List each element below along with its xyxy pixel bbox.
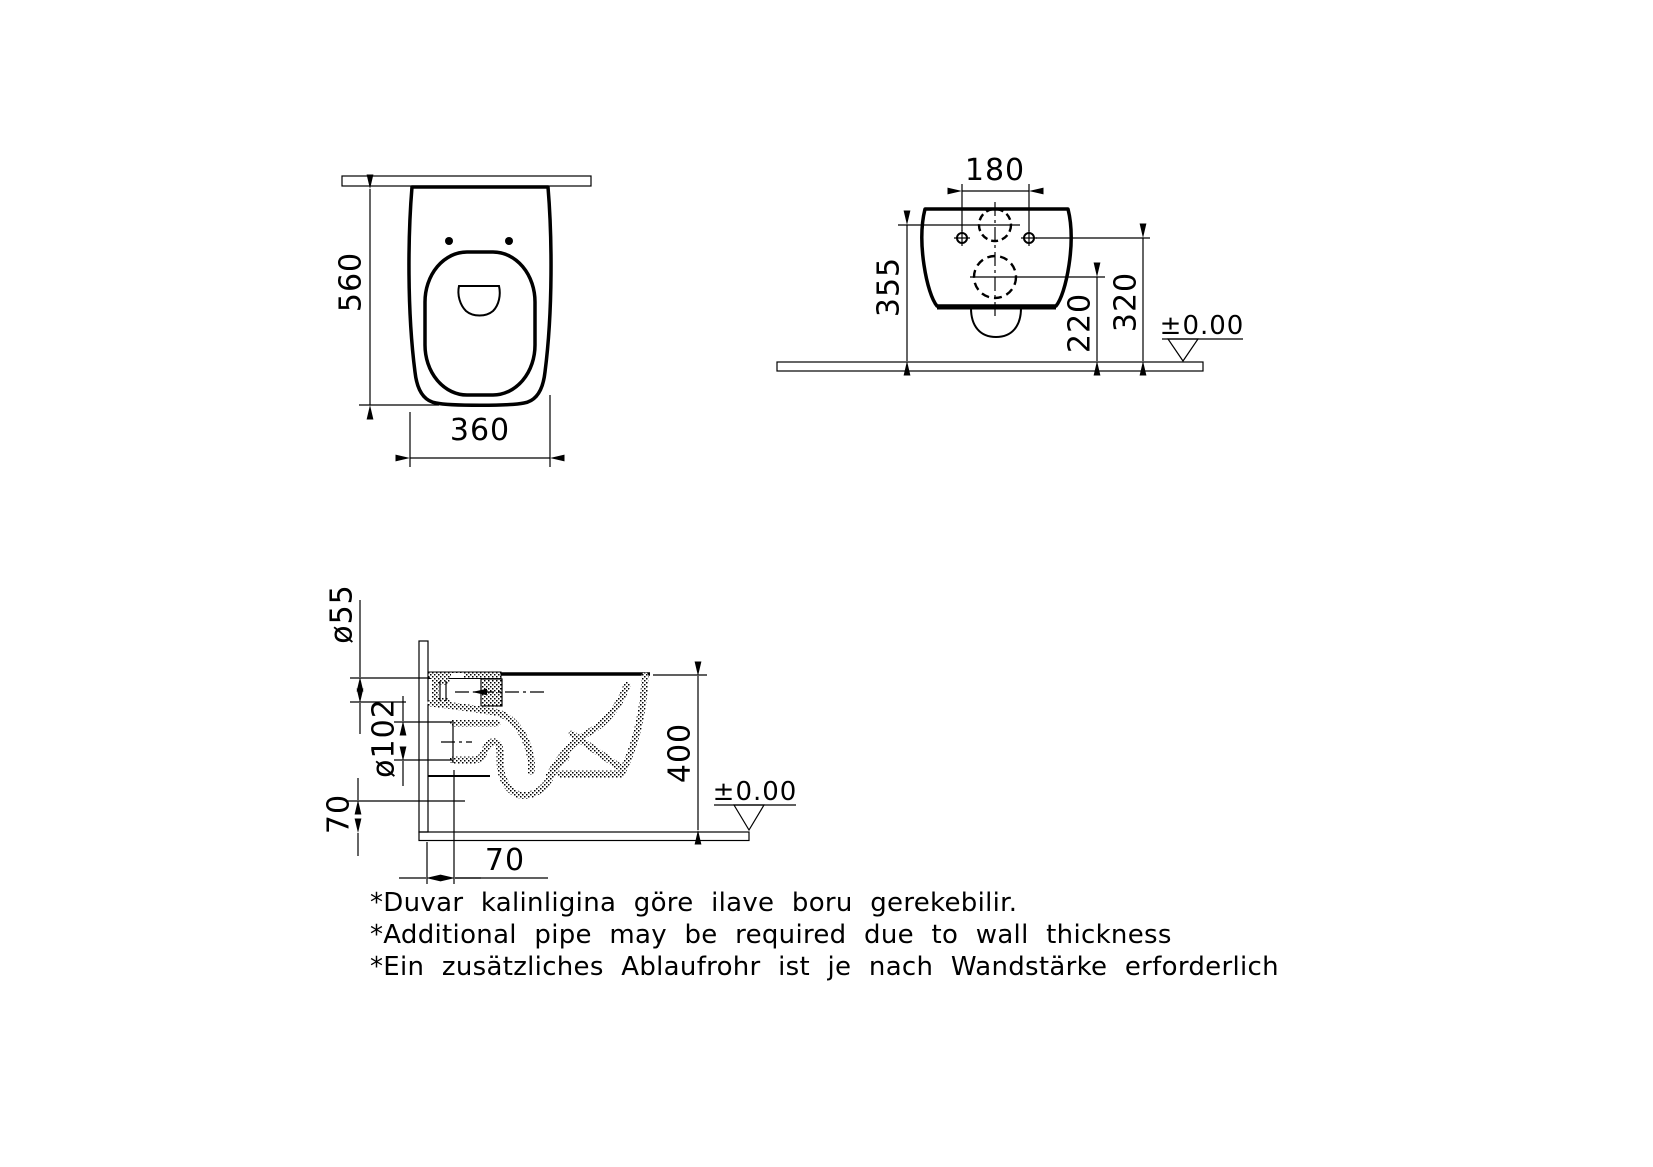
dim-360-label: 360 bbox=[449, 413, 511, 448]
dim-220-label: 220 bbox=[1062, 292, 1098, 354]
dim-dia55-label: ø55 bbox=[324, 584, 360, 644]
dim-320-label: 320 bbox=[1108, 271, 1144, 333]
note-line-turkish: *Duvar kalinligina göre ilave boru gerekebilir. bbox=[370, 888, 1018, 918]
note-line-english: *Additional pipe may be required due to wall thickness bbox=[370, 920, 1172, 950]
dim-dia102-label: ø102 bbox=[366, 698, 402, 778]
dim-560-label: 560 bbox=[333, 251, 369, 313]
note-line-german: *Ein zusätzliches Ablaufrohr ist je nach Wandstärke erforderlich bbox=[370, 952, 1279, 982]
plan-hinge-hole-left bbox=[445, 237, 453, 245]
dim-180-label: 180 bbox=[964, 153, 1026, 188]
side-level-label: ±0.00 bbox=[712, 777, 798, 807]
dim-70-horizontal-label: 70 bbox=[484, 843, 526, 878]
dim-70-vertical-label: 70 bbox=[321, 793, 357, 835]
front-level-label: ±0.00 bbox=[1159, 311, 1245, 341]
plan-hinge-hole-right bbox=[505, 237, 513, 245]
dim-400-label: 400 bbox=[662, 722, 698, 784]
dim-355-label: 355 bbox=[871, 256, 907, 318]
side-top-rim-slot bbox=[451, 673, 464, 678]
